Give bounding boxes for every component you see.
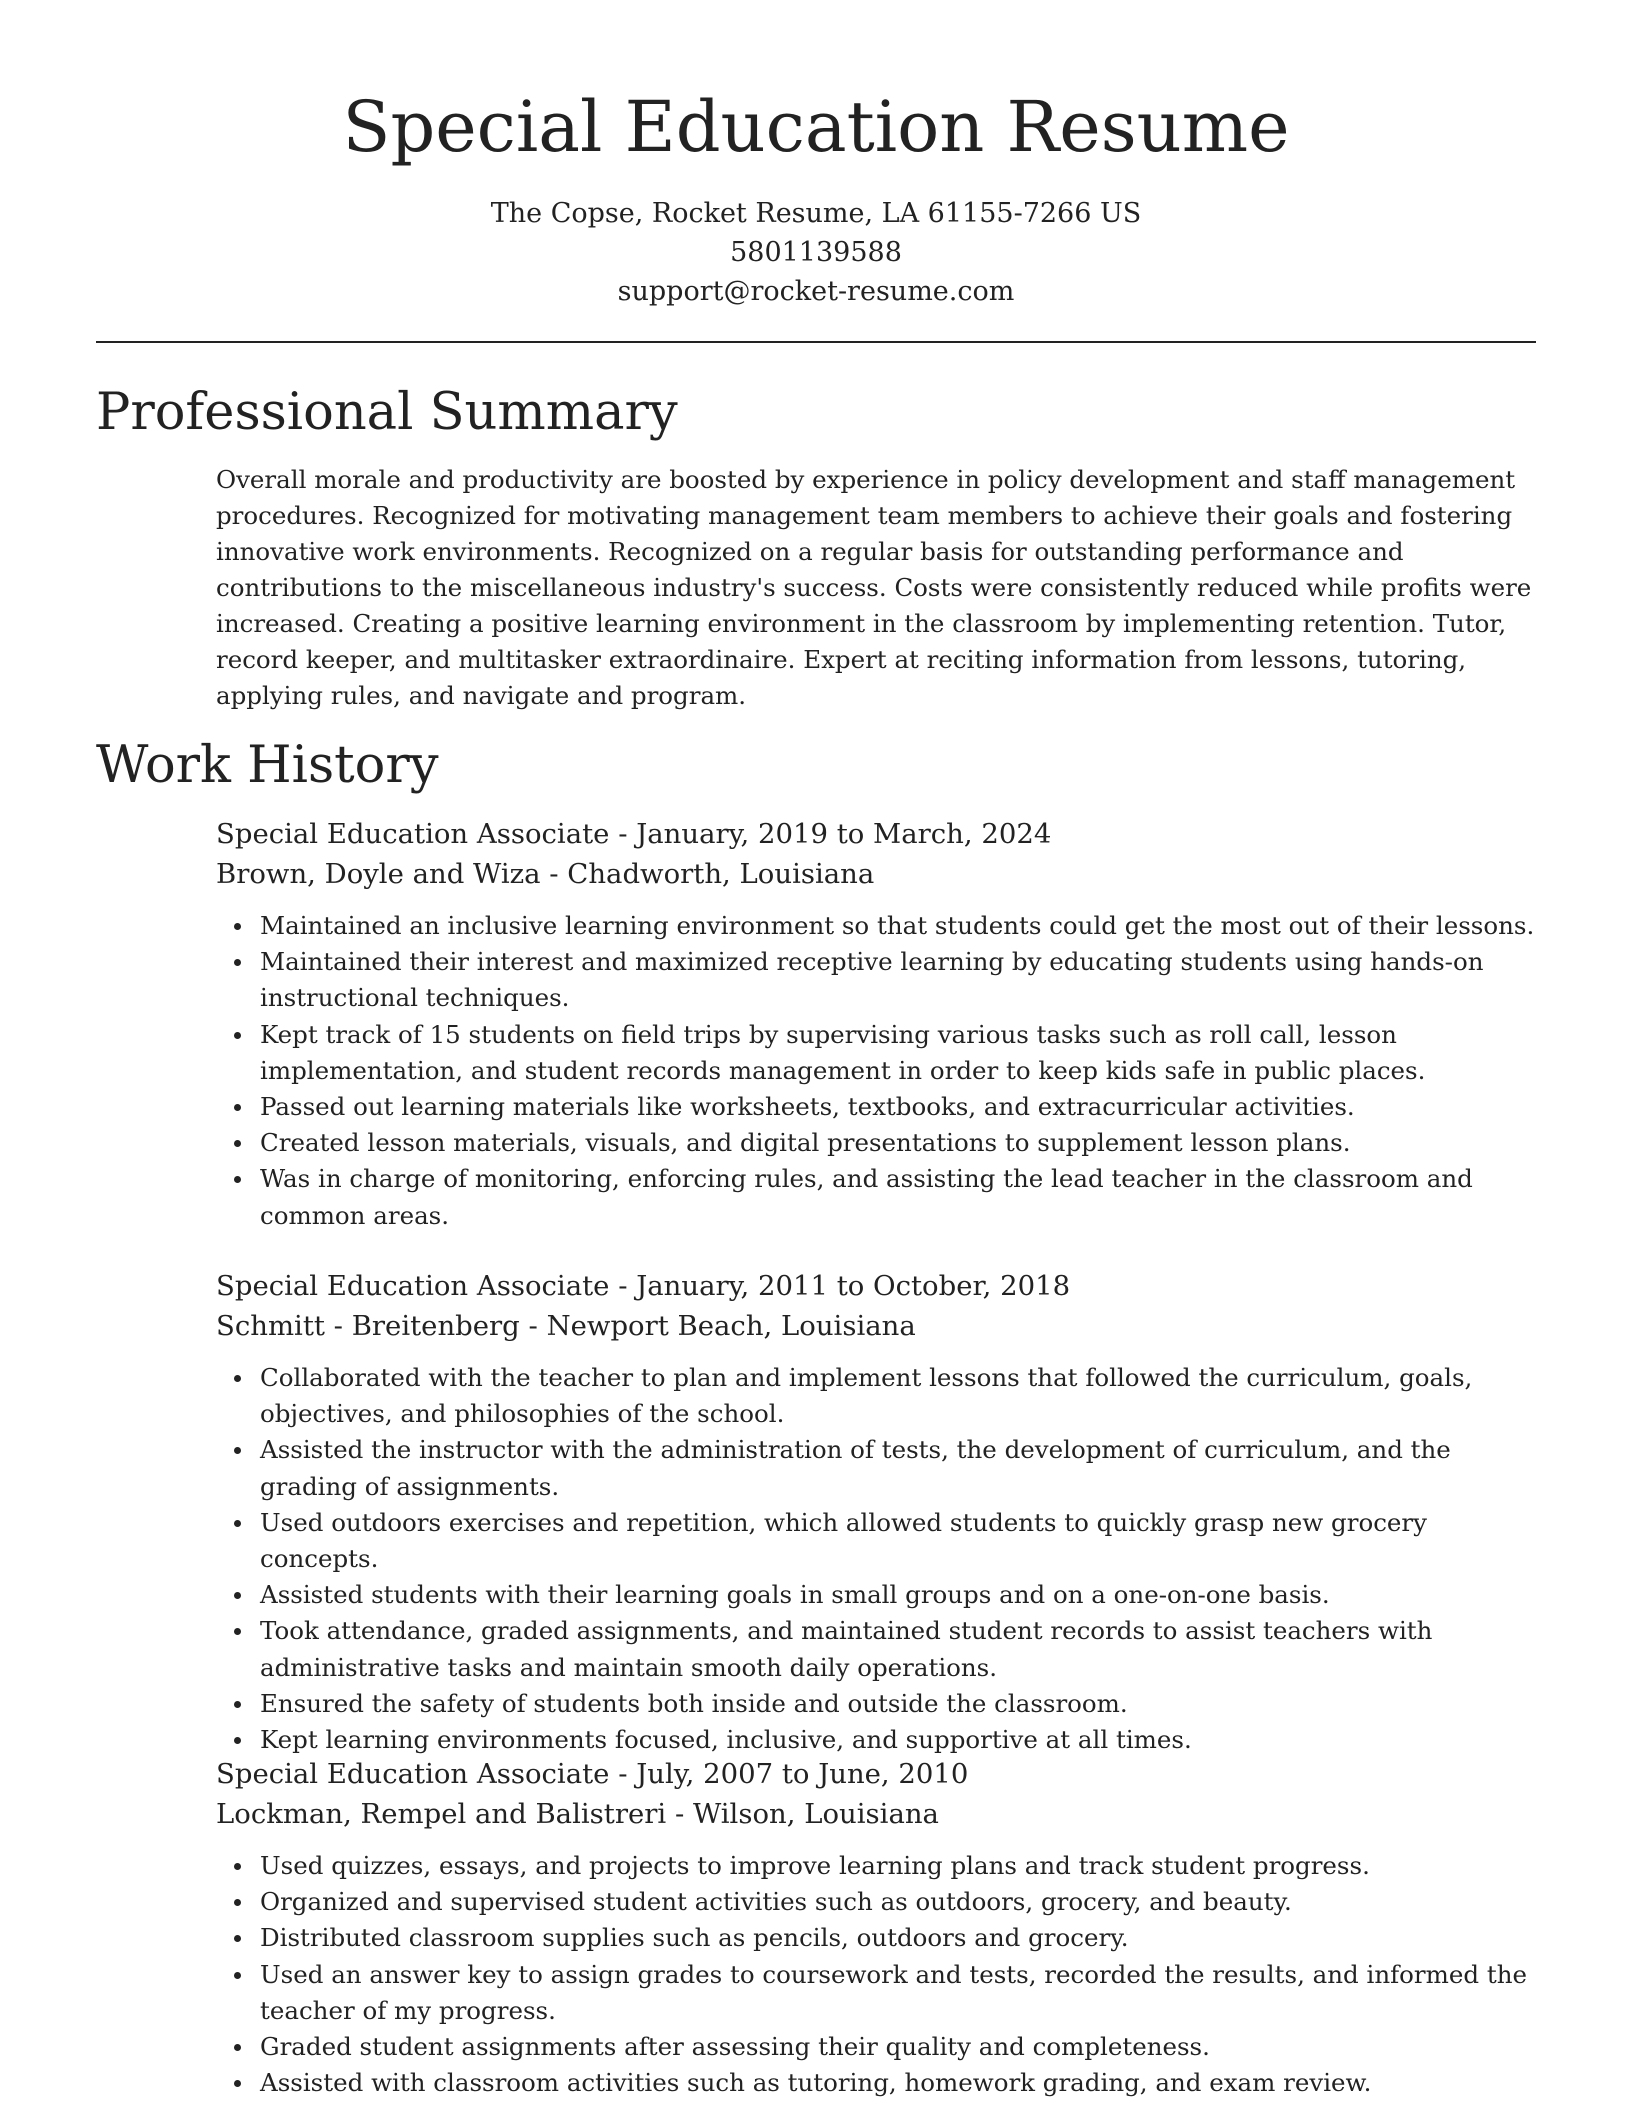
phone: 5801139588 bbox=[730, 237, 902, 268]
job-dates: January, 2011 to October, 2018 bbox=[636, 1270, 1071, 1302]
job-title-line: Special Education Associate - January, 2019 to March, 2024 bbox=[216, 818, 1052, 850]
resume-header bbox=[96, 82, 1536, 311]
summary-text: Overall morale and productivity are boosted by experience in policy development and staff management procedures. Recognized for motivating management team members to achieve their goals and fostering innovative work environments. Recognized on a regular basis for outstanding performance and contributions to the miscellaneous industry's success. Costs were consistently reduced while profits were increased. Creating a positive learning environment in the classroom by implementing retention. Tutor, record keeper, and multitasker extraordinaire. Expert at reciting information from lessons, tutoring, applying rules, and navigate and program. bbox=[216, 465, 1532, 710]
job-bullet: Maintained an inclusive learning environment so that students could get the most out of their lessons. bbox=[260, 908, 1536, 944]
job-bullet: Ensured the safety of students both inside and outside the classroom. bbox=[260, 1686, 1536, 1722]
job-location: Newport Beach, Louisiana bbox=[546, 1310, 916, 1342]
job-company: Schmitt - Breitenberg bbox=[216, 1310, 520, 1342]
job-company-line: Schmitt - Breitenberg - Newport Beach, Louisiana bbox=[216, 1310, 916, 1342]
job-company-line: Lockman, Rempel and Balistreri - Wilson, Louisiana bbox=[216, 1798, 939, 1830]
job-location: Wilson, Louisiana bbox=[692, 1798, 939, 1830]
job-location: Chadworth, Louisiana bbox=[567, 858, 875, 890]
email: support@rocket-resume.com bbox=[617, 276, 1015, 307]
job-bullet: Graded student assignments after assessing their quality and completeness. bbox=[260, 2029, 1536, 2065]
job-bullet: Was in charge of monitoring, enforcing rules, and assisting the lead teacher in the classroom and common areas. bbox=[260, 1161, 1536, 1233]
job-dates: January, 2019 to March, 2024 bbox=[636, 818, 1052, 850]
job-entry bbox=[216, 1266, 1536, 1758]
resume-title: Special Education Resume bbox=[342, 86, 1290, 168]
address: The Copse, Rocket Resume, LA 61155-7266 US bbox=[490, 198, 1142, 229]
job-company: Brown, Doyle and Wiza bbox=[216, 858, 541, 890]
job-bullet: Collaborated with the teacher to plan and implement lessons that followed the curriculum, goals, objectives, and philosophies of the school. bbox=[260, 1360, 1536, 1432]
job-title: Special Education Associate bbox=[216, 818, 610, 850]
job-bullet: Distributed classroom supplies such as pencils, outdoors and grocery. bbox=[260, 1920, 1536, 1956]
job-company: Lockman, Rempel and Balistreri bbox=[216, 1798, 667, 1830]
job-title-line: Special Education Associate - July, 2007 to June, 2010 bbox=[216, 1758, 969, 1790]
job-bullet: Passed out learning materials like worksheets, textbooks, and extracurricular activities. bbox=[260, 1089, 1536, 1125]
job-bullet: Took attendance, graded assignments, and maintained student records to assist teachers with administrative tasks and maintain smooth daily operations. bbox=[260, 1613, 1536, 1685]
job-bullet: Kept learning environments focused, inclusive, and supportive at all times. bbox=[260, 1722, 1536, 1758]
job-bullets bbox=[216, 908, 1536, 1234]
job-bullet: Kept track of 15 students on field trips by supervising various tasks such as roll call, lesson implementation, and student records management in order to keep kids safe in public places. bbox=[260, 1017, 1536, 1089]
job-dates: July, 2007 to June, 2010 bbox=[636, 1758, 969, 1790]
job-title: Special Education Associate bbox=[216, 1758, 610, 1790]
job-entry bbox=[216, 814, 1536, 1234]
job-company-line: Brown, Doyle and Wiza - Chadworth, Louisiana bbox=[216, 858, 875, 890]
job-bullet: Maintained their interest and maximized receptive learning by educating students using hands-on instructional techniques. bbox=[260, 944, 1536, 1016]
job-bullet: Organized and supervised student activities such as outdoors, grocery, and beauty. bbox=[260, 1884, 1536, 1920]
job-bullet: Assisted with classroom activities such as tutoring, homework grading, and exam review. bbox=[260, 2065, 1536, 2101]
job-bullet: Used quizzes, essays, and projects to improve learning plans and track student progress. bbox=[260, 1848, 1536, 1884]
job-bullet: Created lesson materials, visuals, and digital presentations to supplement lesson plans. bbox=[260, 1125, 1536, 1161]
contact-info bbox=[96, 194, 1536, 311]
job-bullet: Used an answer key to assign grades to coursework and tests, recorded the results, and informed the teacher of my progress. bbox=[260, 1957, 1536, 2029]
job-bullet: Used outdoors exercises and repetition, which allowed students to quickly grasp new grocery concepts. bbox=[260, 1505, 1536, 1577]
work-history-heading: Work History bbox=[96, 736, 439, 795]
job-bullets bbox=[216, 1360, 1536, 1758]
job-bullet: Assisted the instructor with the administration of tests, the development of curriculum, and the grading of assignments. bbox=[260, 1432, 1536, 1504]
job-entry bbox=[216, 1754, 1536, 2101]
job-bullets bbox=[216, 1848, 1536, 2101]
job-bullet: Assisted students with their learning goals in small groups and on a one-on-one basis. bbox=[260, 1577, 1536, 1613]
summary-heading: Professional Summary bbox=[96, 383, 678, 442]
job-title-line: Special Education Associate - January, 2011 to October, 2018 bbox=[216, 1270, 1071, 1302]
header-divider bbox=[96, 341, 1536, 343]
job-title: Special Education Associate bbox=[216, 1270, 610, 1302]
